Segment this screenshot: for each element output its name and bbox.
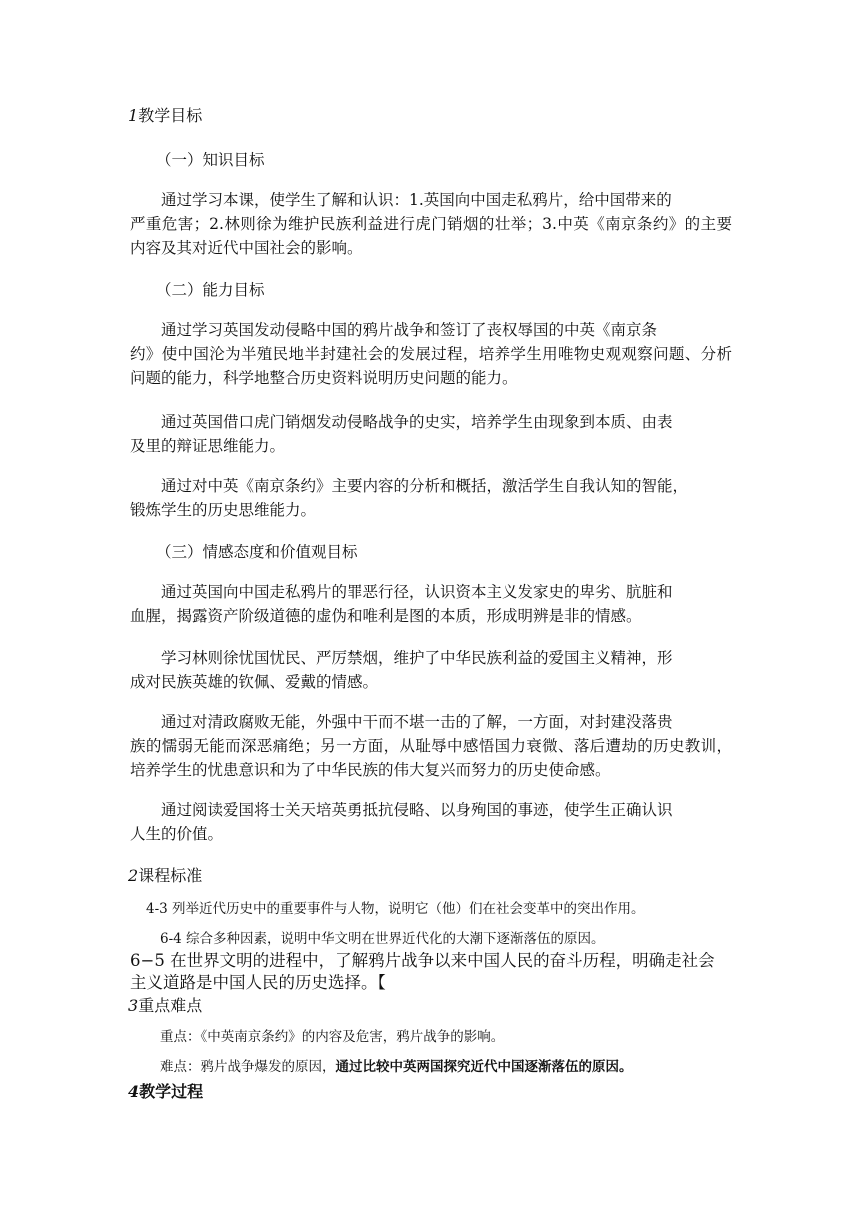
subheading-emotion: （三）情感态度和价值观目标 <box>156 543 358 561</box>
key-point: 重点：《中英南京条约》的内容及危害，鸦片战争的影响。 <box>160 1029 505 1045</box>
section-heading-standards: 2课程标准 <box>128 866 203 885</box>
paragraph-emotion-4: 通过阅读爱国将士关天培英勇抵抗侵略、以身殉国的事迹，使学生正确认识 人生的价值。 <box>130 801 673 843</box>
difficult-point: 难点：鸦片战争爆发的原因，通过比较中英两国探究近代中国逐渐落伍的原因。 <box>160 1059 633 1075</box>
standard-4-3: 4-3 列举近代历史中的重要事件与人物，说明它（他）们在社会变革中的突出作用。 <box>146 901 645 917</box>
paragraph-ability-3: 通过对中英《南京条约》主要内容的分析和概括，激活学生自我认知的智能， 锻炼学生的历史思维能力。 <box>130 477 689 519</box>
paragraph-emotion-2: 学习林则徐忧国忧民、严厉禁烟，维护了中华民族利益的爱国主义精神，形 成对民族英雄的钦佩、爱戴的情感。 <box>130 649 673 691</box>
paragraph-ability-1: 通过学习英国发动侵略中国的鸦片战争和签订了丧权辱国的中英《南京条 约》使中国沦为半殖民地半封建社会的发展过程，培养学生用唯物史观观察问题、分析问题的能力，科学地整合历史资料说明历史问题的能力。 <box>130 321 732 387</box>
section-heading-keypoints: 3重点难点 <box>128 996 203 1015</box>
standard-6-5: 6−5 在世界文明的进程中，了解鸦片战争以来中国人民的奋斗历程，明确走社会 主义道路是中国人民的历史选择。【 <box>130 951 715 992</box>
section-heading-process: 4教学过程 <box>128 1082 204 1101</box>
paragraph-emotion-3: 通过对清政腐败无能，外强中干而不堪一击的了解，一方面，对封建没落贵 族的懦弱无能而深恶痛绝；另一方面，从耻辱中感悟国力衰微、落后遭劫的历史教训，培养学生的忧患意识和为了中华民族的伟大复兴而努力的历史使命感。 <box>130 713 732 779</box>
section-heading-objectives: 1教学目标 <box>128 106 203 125</box>
paragraph-emotion-1: 通过英国向中国走私鸦片的罪恶行径，认识资本主义发家史的卑劣、肮脏和 血腥，揭露资产阶级道德的虚伪和唯利是图的本质，形成明辨是非的情感。 <box>130 583 673 625</box>
subheading-knowledge: （一）知识目标 <box>156 151 265 169</box>
subheading-ability: （二）能力目标 <box>156 281 265 299</box>
standard-6-4: 6-4 综合多种因素，说明中华文明在世界近代化的大潮下逐渐落伍的原因。 <box>160 931 605 947</box>
paragraph-knowledge: 通过学习本课，使学生了解和认识：1.英国向中国走私鸦片，给中国带来的 严重危害；2.林则徐为维护民族利益进行虎门销烟的壮举；3.中英《南京条约》的主要内容及其对近代中国社会的影响。 <box>130 191 732 257</box>
paragraph-ability-2: 通过英国借口虎门销烟发动侵略战争的史实，培养学生由现象到本质、由表 及里的辩证思维能力。 <box>130 413 673 455</box>
